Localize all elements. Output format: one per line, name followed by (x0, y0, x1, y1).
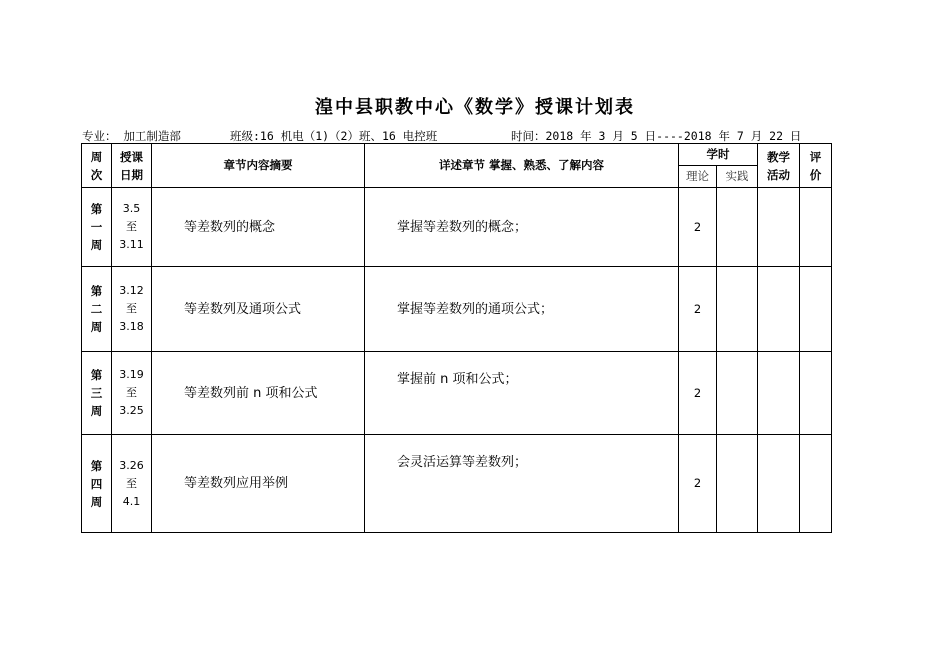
detail-cell: 掌握等差数列的概念； (365, 188, 679, 267)
activity-cell (758, 188, 800, 267)
table-row (82, 435, 832, 533)
header-detail: 详述章节 掌握、熟悉、了解内容 (365, 144, 679, 188)
theory-cell: 2 (679, 352, 717, 435)
header-theory: 理论 (679, 166, 717, 188)
header-summary: 章节内容摘要 (152, 144, 365, 188)
evaluation-cell (800, 188, 832, 267)
summary-cell: 等差数列前 n 项和公式 (152, 352, 365, 435)
summary-cell: 等差数列及通项公式 (152, 267, 365, 352)
date-cell: 3.12 至 3.18 (112, 267, 152, 352)
practice-cell (717, 435, 758, 533)
detail-cell: 会灵活运算等差数列； (365, 435, 679, 533)
date-cell: 3.19 至 3.25 (112, 352, 152, 435)
detail-cell: 掌握前 n 项和公式； (365, 352, 679, 435)
header-activity: 教学 活动 (758, 144, 800, 188)
theory-cell: 2 (679, 267, 717, 352)
summary-cell: 等差数列的概念 (152, 188, 365, 267)
time-info: 时间：2018 年 3 月 5 日----2018 年 7 月 22 日 (511, 129, 802, 143)
theory-cell: 2 (679, 188, 717, 267)
evaluation-cell (800, 267, 832, 352)
week-cell: 第 四 周 (82, 435, 112, 533)
date-cell: 3.5 至 3.11 (112, 188, 152, 267)
practice-cell (717, 352, 758, 435)
major-info: 专业： 加工制造部 (82, 129, 181, 143)
header-evaluation: 评 价 (800, 144, 832, 188)
week-cell: 第 一 周 (82, 188, 112, 267)
header-week: 周 次 (82, 144, 112, 188)
activity-cell (758, 352, 800, 435)
evaluation-cell (800, 435, 832, 533)
plan-table (81, 143, 832, 533)
theory-cell: 2 (679, 435, 717, 533)
evaluation-cell (800, 352, 832, 435)
week-cell: 第 三 周 (82, 352, 112, 435)
practice-cell (717, 267, 758, 352)
class-info: 班级:16 机电（1)（2）班、16 电控班 (230, 129, 438, 143)
activity-cell (758, 435, 800, 533)
table-row (82, 267, 832, 352)
date-cell: 3.26 至 4.1 (112, 435, 152, 533)
header-hours: 学时 (679, 144, 758, 166)
detail-cell: 掌握等差数列的通项公式； (365, 267, 679, 352)
table-row (82, 352, 832, 435)
header-date: 授课 日期 (112, 144, 152, 188)
header-practice: 实践 (717, 166, 758, 188)
document-title: 湟中县职教中心《数学》授课计划表 (315, 97, 635, 118)
table-row (82, 188, 832, 267)
week-cell: 第 二 周 (82, 267, 112, 352)
header-row-1 (82, 144, 832, 166)
practice-cell (717, 188, 758, 267)
activity-cell (758, 267, 800, 352)
summary-cell: 等差数列应用举例 (152, 435, 365, 533)
